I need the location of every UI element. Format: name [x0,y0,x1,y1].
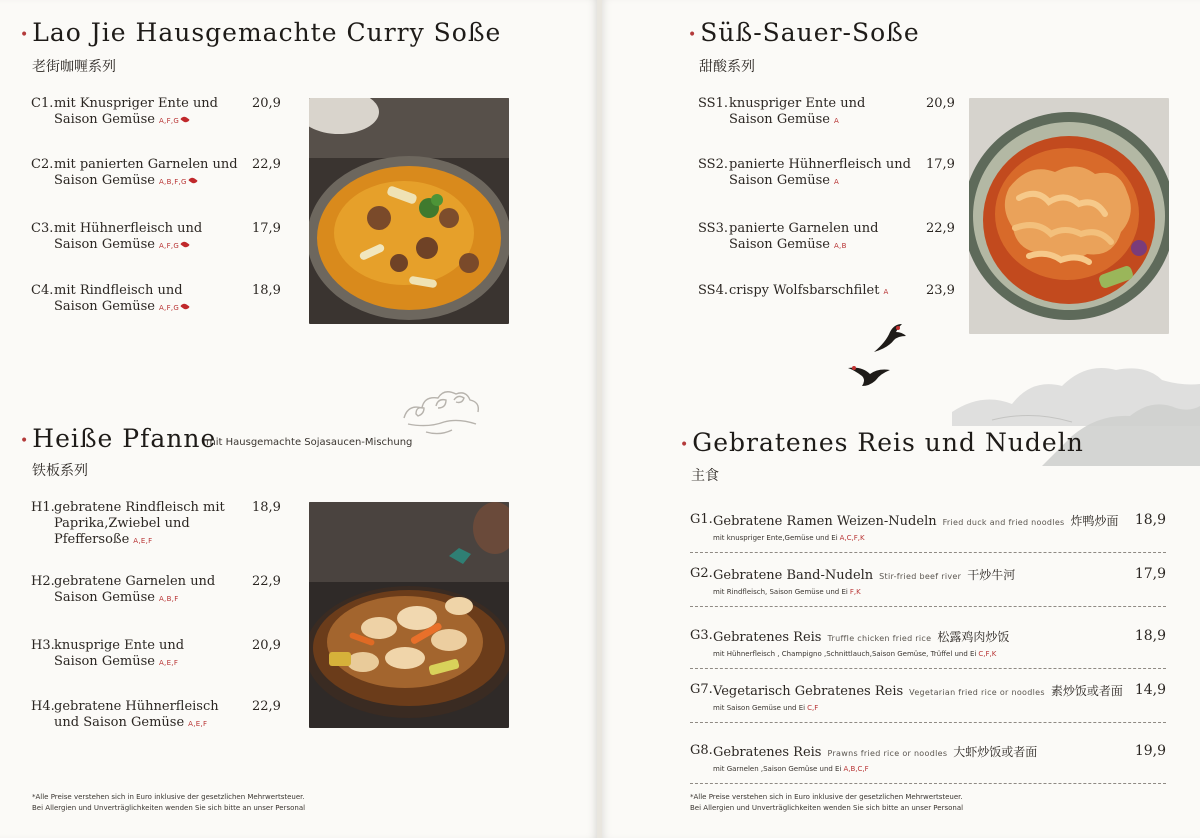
menu-item-g8: G8. Gebratenes Reis Prawns fried rice or noodles 大虾炒饭或者面 19,9 mit Garnelen ,Saison Gemüse und Ei A,B,C,F [690,743,1166,784]
title-bullet-icon: • [20,26,30,43]
section-cn-pfanne: 铁板系列 [32,463,88,479]
section-title-pfanne: • Heiße Pfanne [20,424,217,453]
title-bullet-icon: • [688,26,698,43]
menu-item-c3: C3. mit Hühnerfleisch und Saison Gemüse A,F,G 17,9 [31,221,281,252]
sweet-sour-dish-photo [969,98,1169,334]
section-cn-curry: 老街咖喱系列 [32,59,116,75]
chili-pepper-icon [180,115,189,124]
menu-item-ss4: SS4. crispy Wolfsbarschfilet A 23,9 [698,283,955,298]
swallow-bird-icon [872,322,908,354]
menu-page-left [0,0,597,838]
title-bullet-icon: • [680,436,690,453]
section-title-reis-nudeln: • Gebratenes Reis und Nudeln [680,428,1084,457]
menu-item-ss2: SS2. panierte Hühnerfleisch und Saison Gemüse A 17,9 [698,157,955,188]
menu-item-ss3: SS3. panierte Garnelen und Saison Gemüse A,B 22,9 [698,221,955,252]
menu-item-h2: H2. gebratene Garnelen und Saison Gemüse A,B,F 22,9 [31,574,281,605]
menu-item-ss1: SS1. knuspriger Ente und Saison Gemüse A 20,9 [698,96,955,127]
price-note-left: *Alle Preise verstehen sich in Euro inklusive der gesetzlichen Mehrwertsteuer. Bei Allergien und Unverträglichkeiten wenden Sie sich bitte an unser Personal [32,793,306,812]
menu-item-h3: H3. knusprige Ente und Saison Gemüse A,E,F 20,9 [31,638,281,669]
curry-dish-photo [309,98,509,324]
menu-item-g7: G7. Vegetarisch Gebratenes Reis Vegetarian fried rice or noodles 素炒饭或者面 14,9 mit Saison Gemüse und Ei C,F [690,682,1166,723]
sizzling-pan-dish-photo [309,502,509,728]
menu-item-g2: G2. Gebratene Band-Nudeln Stir-fried beef river 干炒牛河 17,9 mit Rindfleisch, Saison Gemüse und Ei F,K [690,566,1166,607]
section-title-suess-sauer: • Süß-Sauer-Soße [688,18,920,47]
menu-item-h4: H4. gebratene Hühnerfleisch und Saison Gemüse A,E,F 22,9 [31,699,281,730]
menu-item-c2: C2. mit panierten Garnelen und Saison Gemüse A,B,F,G 22,9 [31,157,281,188]
menu-item-c4: C4. mit Rindfleisch und Saison Gemüse A,F,G 18,9 [31,283,281,314]
menu-item-h1: H1. gebratene Rindfleisch mit Paprika,Zwiebel und Pfeffersoße A,E,F 18,9 [31,500,281,547]
section-subtitle-pfanne: mit Hausgemachte Sojasaucen-Mischung [206,437,413,448]
chili-pepper-icon [188,176,197,185]
section-cn-suess-sauer: 甜酸系列 [699,59,755,75]
menu-page-right [602,0,1200,838]
menu-item-c1: C1. mit Knuspriger Ente und Saison Gemüse A,F,G 20,9 [31,96,281,127]
chili-pepper-icon [180,240,189,249]
title-bullet-icon: • [20,432,30,449]
cloud-swirl-icon [396,378,486,440]
menu-item-g3: G3. Gebratenes Reis Truffle chicken fried rice 松露鸡肉炒饭 18,9 mit Hühnerfleisch , Champigno ,Schnittlauch,Saison Gemüse, Trüffel und Ei C,F,K [690,628,1166,669]
swallow-bird-icon [846,358,892,388]
section-title-curry: • Lao Jie Hausgemachte Curry Soße [20,18,502,47]
chili-pepper-icon [180,302,189,311]
menu-item-g1: G1. Gebratene Ramen Weizen-Nudeln Fried duck and fried noodles 炸鸭炒面 18,9 mit knuspriger Ente,Gemüse und Ei A,C,F,K [690,512,1166,553]
price-note-right: *Alle Preise verstehen sich in Euro inklusive der gesetzlichen Mehrwertsteuer. Bei Allergien und Unverträglichkeiten wenden Sie sich bitte an unser Personal [690,793,964,812]
section-cn-reis-nudeln: 主食 [691,468,719,484]
